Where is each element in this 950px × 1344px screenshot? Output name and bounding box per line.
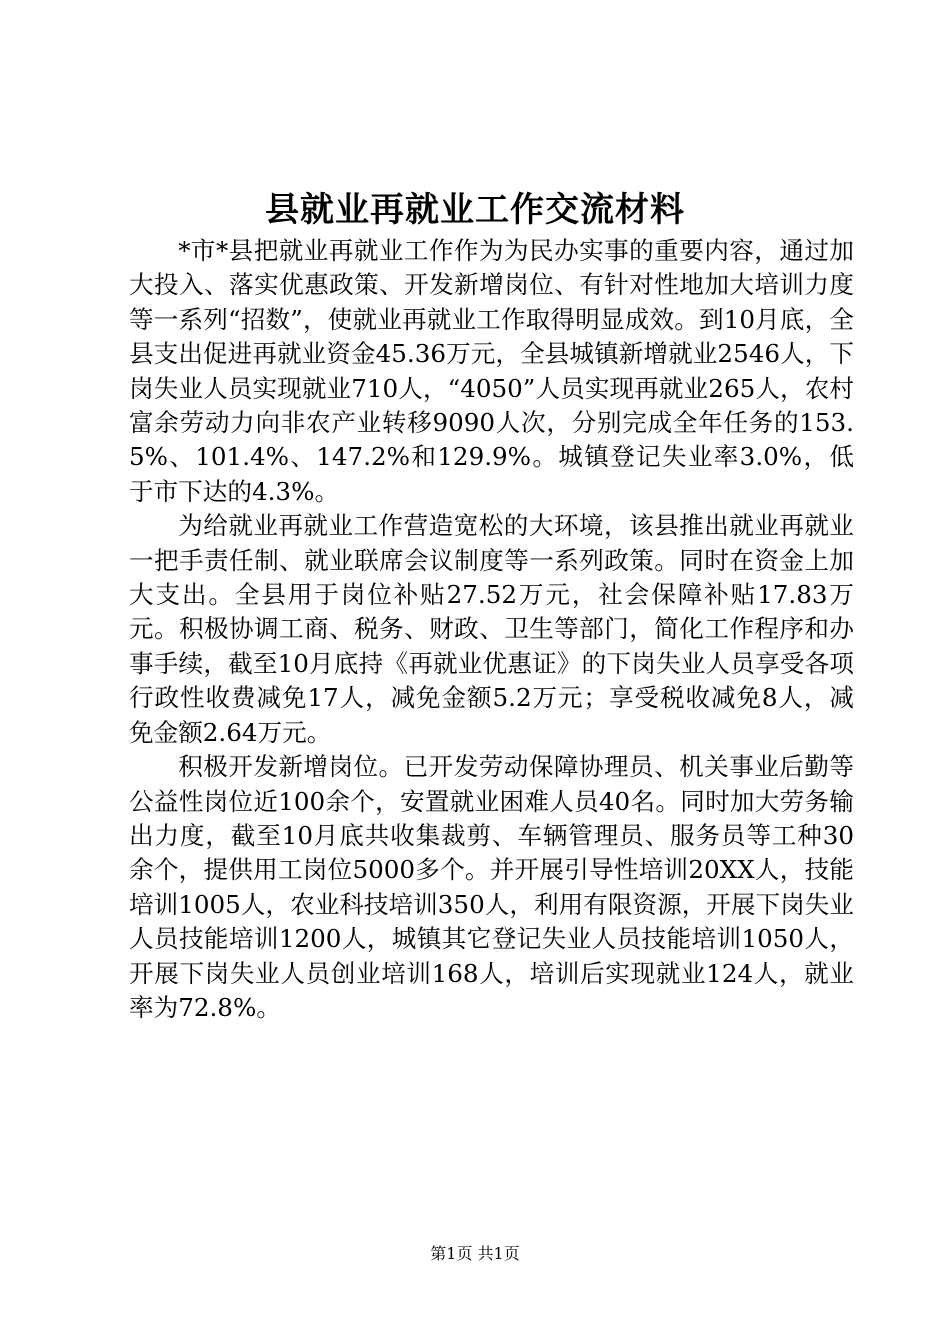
page-number-footer: 第1页 共1页 <box>430 1244 520 1263</box>
document-title: 县就业再就业工作交流材料 <box>265 190 685 230</box>
document-body <box>129 234 854 1025</box>
paragraph-3: 积极开发新增岗位。已开发劳动保障协理员、机关事业后勤等公益性岗位近100余个，安置就业困难人员40名。同时加大劳务输出力度，截至10月底共收集裁剪、车辆管理员、服务员等工种30余个，提供用工岗位5000多个。并开展引导性培训20XX人，技能培训1005人，农业科技培训350人，利用有限资源，开展下岗失业人员技能培训1200人，城镇其它登记失业人员技能培训1050人，开展下岗失业人员创业培训168人，培训后实现就业124人，就业率为72.8%。 <box>129 752 854 1022</box>
paragraph-2: 为给就业再就业工作营造宽松的大环境，该县推出就业再就业一把手责任制、就业联席会议制度等一系列政策。同时在资金上加大支出。全县用于岗位补贴27.52万元，社会保障补贴17.83万元。积极协调工商、税务、财政、卫生等部门，简化工作程序和办事手续，截至10月底持《再就业优惠证》的下岗失业人员享受各项行政性收费减免17人，减免金额5.2万元；享受税收减免8人，减免金额2.64万元。 <box>129 511 854 747</box>
paragraph-1: *市*县把就业再就业工作作为为民办实事的重要内容，通过加大投入、落实优惠政策、开发新增岗位、有针对性地加大培训力度等一系列“招数”，使就业再就业工作取得明显成效。到10月底，全县支出促进再就业资金45.36万元，全县城镇新增就业2546人，下岗失业人员实现就业710人，“4050”人员实现再就业265人，农村富余劳动力向非农产业转移9090人次，分别完成全年任务的153.5%、101.4%、147.2%和129.9%。城镇登记失业率3.0%，低于市下达的4.3%。 <box>129 236 854 506</box>
